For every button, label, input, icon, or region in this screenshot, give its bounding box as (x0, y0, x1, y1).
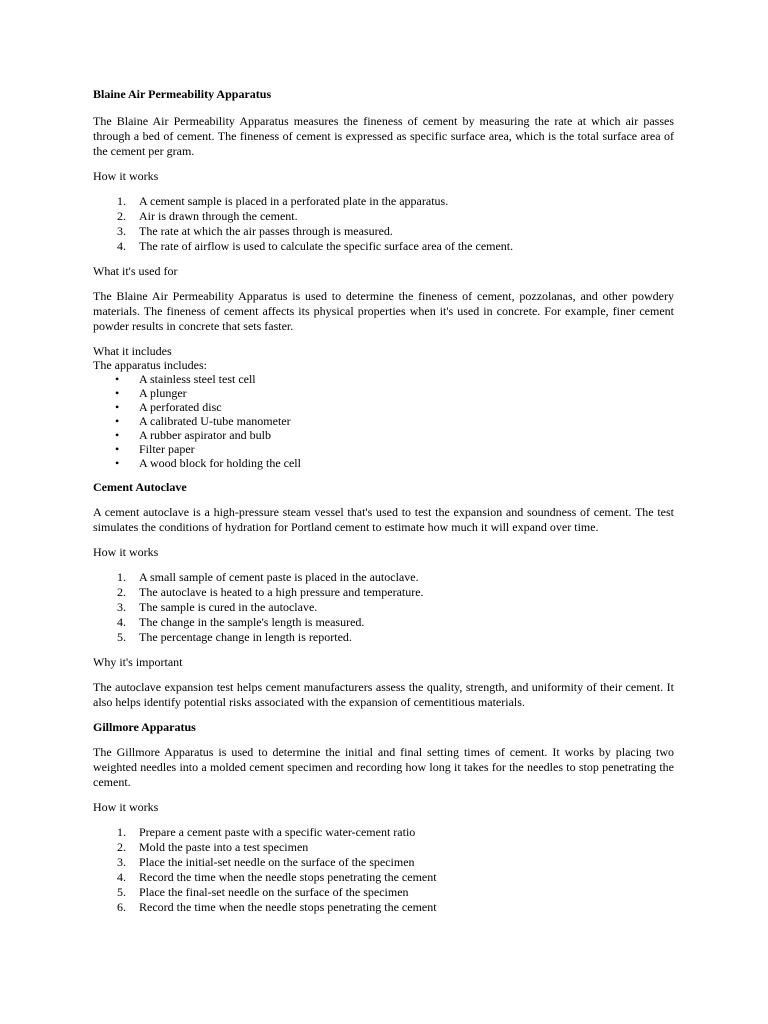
list-item: 1. Prepare a cement paste with a specific water-cement ratio (117, 825, 416, 839)
autoclave-steps-list (93, 570, 674, 645)
document-body (93, 87, 674, 915)
blaine-how-label: How it works (93, 169, 159, 183)
list-item: 2. Air is drawn through the cement. (117, 209, 298, 223)
list-item: 5. Place the final-set needle on the surface of the specimen (117, 885, 409, 899)
blaine-includes-intro: The apparatus includes: (93, 358, 207, 372)
blaine-steps-list (93, 194, 674, 254)
list-item: 3. The sample is cured in the autoclave. (117, 600, 318, 614)
list-item: 2. Mold the paste into a test specimen (117, 840, 309, 854)
list-item: 3. Place the initial-set needle on the surface of the specimen (117, 855, 415, 869)
list-item: 6. Record the time when the needle stops penetrating the cement (117, 900, 437, 914)
list-item: 3. The rate at which the air passes through is measured. (117, 224, 393, 238)
blaine-includes-list (93, 372, 674, 470)
list-item: 1. A small sample of cement paste is placed in the autoclave. (117, 570, 419, 584)
blaine-use-paragraph: The Blaine Air Permeability Apparatus is used to determine the fineness of cement, pozzolanas, and other powdery materials. The fineness of cement affects its physical properties when it's used in concrete. For example, finer cement powder results in concrete that sets faster. (93, 289, 674, 333)
list-item: 4. The change in the sample's length is measured. (117, 615, 365, 629)
list-item: • A stainless steel test cell (115, 372, 256, 386)
list-item: • A wood block for holding the cell (115, 456, 301, 470)
list-item: 4. Record the time when the needle stops penetrating the cement (117, 870, 437, 884)
list-item: 5. The percentage change in length is reported. (117, 630, 352, 644)
section-heading-blaine: Blaine Air Permeability Apparatus (93, 87, 272, 101)
list-item: • A calibrated U-tube manometer (115, 414, 291, 428)
list-item: 1. A cement sample is placed in a perforated plate in the apparatus. (117, 194, 449, 208)
list-item: • Filter paper (115, 442, 195, 456)
gillmore-steps-list (93, 825, 674, 915)
list-item: 2. The autoclave is heated to a high pressure and temperature. (117, 585, 424, 599)
section-heading-autoclave: Cement Autoclave (93, 480, 187, 494)
blaine-intro-paragraph: The Blaine Air Permeability Apparatus measures the fineness of cement by measuring the rate at which air passes through a bed of cement. The fineness of cement is expressed as specific surface area, which is the total surface area of the cement per gram. (93, 114, 674, 158)
autoclave-intro-paragraph: A cement autoclave is a high-pressure steam vessel that's used to test the expansion and soundness of cement. The test simulates the conditions of hydration for Portland cement to estimate how much it will expand over time. (93, 505, 674, 534)
list-item: • A perforated disc (115, 400, 222, 414)
autoclave-how-label: How it works (93, 545, 159, 559)
gillmore-how-label: How it works (93, 800, 159, 814)
blaine-includes-label: What it includes (93, 344, 172, 358)
list-item: 4. The rate of airflow is used to calculate the specific surface area of the cement. (117, 239, 514, 253)
section-heading-gillmore: Gillmore Apparatus (93, 720, 196, 734)
blaine-use-label: What it's used for (93, 264, 178, 278)
autoclave-why-paragraph: The autoclave expansion test helps cement manufacturers assess the quality, strength, and uniformity of their cement. It also helps identify potential risks associated with the expansion of cementitious materials. (93, 680, 674, 709)
gillmore-intro-paragraph: The Gillmore Apparatus is used to determine the initial and final setting times of cement. It works by placing two weighted needles into a molded cement specimen and recording how long it takes for the needles to stop penetrating the cement. (93, 745, 674, 789)
autoclave-why-label: Why it's important (93, 655, 183, 669)
list-item: • A plunger (115, 386, 187, 400)
list-item: • A rubber aspirator and bulb (115, 428, 271, 442)
